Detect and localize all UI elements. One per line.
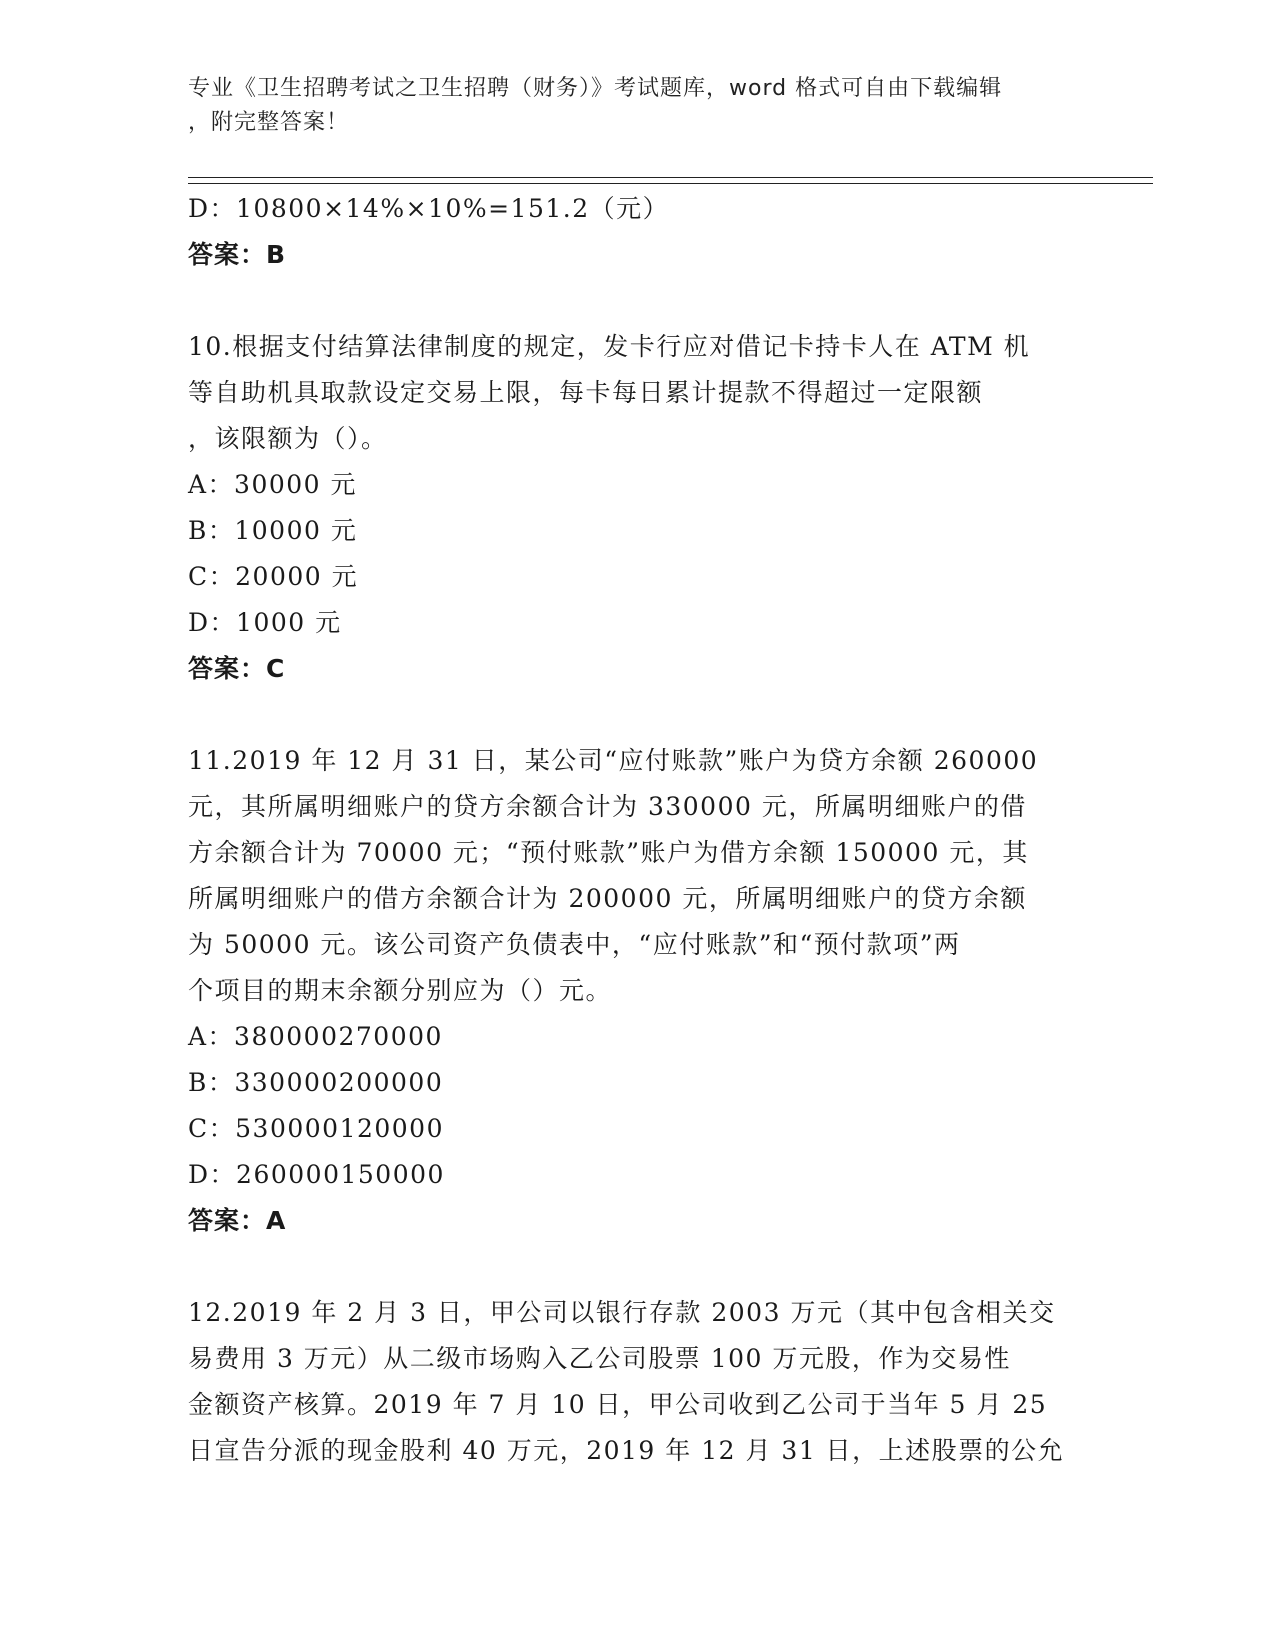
question-10-option-b: B：10000 元 — [188, 516, 358, 545]
question-12-line-4: 日宣告分派的现金股利 40 万元，2019 年 12 月 31 日，上述股票的公允 — [188, 1436, 1065, 1465]
previous-answer: 答案：B — [188, 240, 287, 269]
question-11-line-3: 方余额合计为 70000 元；“预付账款”账户为借方余额 150000 元，其 — [188, 838, 1029, 867]
previous-option-d: D：10800×14%×10%=151.2（元） — [188, 194, 670, 223]
question-10-option-c: C：20000 元 — [188, 562, 359, 591]
spacer — [188, 692, 1088, 738]
spacer — [188, 278, 1088, 324]
header-line-2: ，附完整答案！ — [188, 110, 350, 135]
header-line-1: 专业《卫生招聘考试之卫生招聘（财务）》考试题库，word 格式可自由下载编辑 — [188, 76, 1003, 101]
question-12-line-3: 金额资产核算。2019 年 7 月 10 日，甲公司收到乙公司于当年 5 月 25 — [188, 1390, 1048, 1419]
document-body — [188, 186, 1088, 1474]
question-11-line-1: 11.2019 年 12 月 31 日，某公司“应付账款”账户为贷方余额 260000 — [188, 746, 1039, 775]
question-11-line-6: 个项目的期末余额分别应为（）元。 — [188, 976, 613, 1005]
question-10 — [188, 324, 1088, 692]
question-12-line-2: 易费用 3 万元）从二级市场购入乙公司股票 100 万元股，作为交易性 — [188, 1344, 1011, 1373]
question-11-option-b: B：330000200000 — [188, 1068, 444, 1097]
question-10-option-a: A：30000 元 — [188, 470, 358, 499]
question-11 — [188, 738, 1088, 1244]
page-header — [188, 72, 1068, 140]
question-12-line-1: 12.2019 年 2 月 3 日，甲公司以银行存款 2003 万元（其中包含相关交 — [188, 1298, 1056, 1327]
question-10-line-3: ，该限额为（）。 — [188, 424, 388, 453]
question-11-option-a: A：380000270000 — [188, 1022, 443, 1051]
question-10-line-1: 10.根据支付结算法律制度的规定，发卡行应对借记卡持卡人在 ATM 机 — [188, 332, 1031, 361]
question-11-line-2: 元，其所属明细账户的贷方余额合计为 330000 元，所属明细账户的借 — [188, 792, 1027, 821]
question-11-option-c: C：530000120000 — [188, 1114, 444, 1143]
question-12 — [188, 1290, 1088, 1474]
question-11-option-d: D：260000150000 — [188, 1160, 445, 1189]
question-11-line-5: 为 50000 元。该公司资产负债表中，“应付账款”和“预付款项”两 — [188, 930, 961, 959]
question-11-answer: 答案：A — [188, 1206, 287, 1235]
spacer — [188, 1244, 1088, 1290]
question-10-line-2: 等自助机具取款设定交易上限，每卡每日累计提款不得超过一定限额 — [188, 378, 984, 407]
question-10-option-d: D：1000 元 — [188, 608, 342, 637]
header-divider-bottom — [188, 183, 1153, 184]
question-10-answer: 答案：C — [188, 654, 286, 683]
question-11-line-4: 所属明细账户的借方余额合计为 200000 元，所属明细账户的贷方余额 — [188, 884, 1027, 913]
header-divider-top — [188, 177, 1153, 178]
